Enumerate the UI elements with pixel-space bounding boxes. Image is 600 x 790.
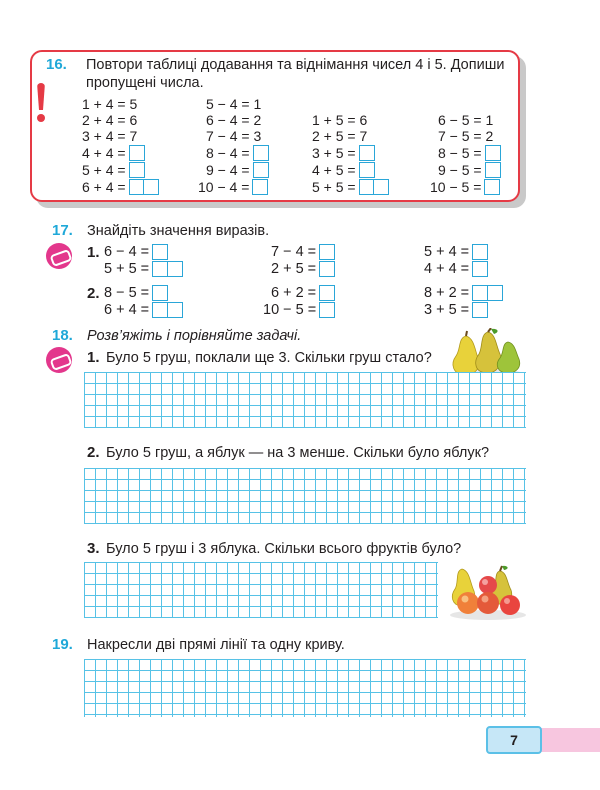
- answer-box[interactable]: [253, 162, 269, 178]
- task16-eq: 9 − 5 =: [438, 162, 501, 178]
- task16-eq: 1 + 4 = 5: [82, 96, 138, 112]
- pair-work-icon: [46, 347, 72, 373]
- answer-box[interactable]: [129, 162, 145, 178]
- task17-part2-label: 2.: [87, 285, 100, 302]
- task17-part1-label: 1.: [87, 244, 100, 261]
- task18-p3-text: Було 5 груш і 3 яблука. Скільки всього фруктів було?: [106, 541, 462, 557]
- answer-box[interactable]: [319, 261, 335, 277]
- task17-eq: 5 + 5 =: [104, 261, 183, 277]
- task18-p2-label: 2.: [87, 444, 100, 461]
- task17-eq: 6 + 4 =: [104, 302, 183, 318]
- task17-number: 17.: [52, 222, 73, 239]
- task16-eq: 7 − 5 = 2: [438, 128, 494, 144]
- task16-eq: 6 − 4 = 2: [206, 112, 262, 128]
- task17-eq: 10 − 5 =: [263, 302, 335, 318]
- task16-eq: 9 − 4 =: [206, 162, 269, 178]
- task16-eq: 5 + 5 =: [312, 179, 389, 195]
- task16-eq: 4 + 5 =: [312, 162, 375, 178]
- task16-eq: 3 + 5 =: [312, 145, 375, 161]
- answer-box[interactable]: [472, 302, 488, 318]
- task16-eq: 6 + 4 =: [82, 179, 159, 195]
- task17-eq: 7 − 4 =: [271, 244, 335, 260]
- task19-number: 19.: [52, 636, 73, 653]
- task16-eq: 6 − 5 = 1: [438, 112, 494, 128]
- task18-p1-text: Було 5 груш, поклали ще 3. Скільки груш стало?: [106, 350, 432, 366]
- answer-box[interactable]: [472, 261, 488, 277]
- task16-text-line2: пропущені числа.: [86, 75, 204, 91]
- answer-box[interactable]: [472, 244, 488, 260]
- answer-box[interactable]: [167, 261, 183, 277]
- task18-p1-answer-grid[interactable]: [84, 372, 526, 428]
- fruits-illustration: [448, 563, 528, 621]
- task18-p1-label: 1.: [87, 349, 100, 366]
- task17-eq: 5 + 4 =: [424, 244, 488, 260]
- task17-eq: 8 + 2 =: [424, 285, 503, 301]
- answer-box[interactable]: [152, 285, 168, 301]
- answer-box[interactable]: [485, 162, 501, 178]
- task16-eq: 3 + 4 = 7: [82, 128, 138, 144]
- answer-box[interactable]: [167, 302, 183, 318]
- task17-eq: 3 + 5 =: [424, 302, 488, 318]
- answer-box[interactable]: [319, 302, 335, 318]
- task16-eq: 1 + 5 = 6: [312, 112, 368, 128]
- answer-box[interactable]: [484, 179, 500, 195]
- answer-box[interactable]: [143, 179, 159, 195]
- pair-work-icon: [46, 243, 72, 269]
- task19-text: Накресли дві прямі лінії та одну криву.: [87, 637, 345, 653]
- answer-box[interactable]: [487, 285, 503, 301]
- task18-p3-answer-grid[interactable]: [84, 562, 438, 618]
- task18-number: 18.: [52, 327, 73, 344]
- task17-eq: 2 + 5 =: [271, 261, 335, 277]
- task16-eq: 10 − 5 =: [430, 179, 500, 195]
- answer-box[interactable]: [373, 179, 389, 195]
- task16-number: 16.: [46, 56, 67, 73]
- answer-box[interactable]: [129, 145, 145, 161]
- task16-eq: 4 + 4 =: [82, 145, 145, 161]
- task17-eq: 8 − 5 =: [104, 285, 168, 301]
- task18-p2-text: Було 5 груш, а яблук — на 3 менше. Скільки було яблук?: [106, 445, 490, 461]
- task16-eq: 8 − 4 =: [206, 145, 269, 161]
- task16-eq: 2 + 5 = 7: [312, 128, 368, 144]
- answer-box[interactable]: [359, 145, 375, 161]
- task16-eq: 5 + 4 =: [82, 162, 145, 178]
- task17-eq: 4 + 4 =: [424, 261, 488, 277]
- task16-eq: 7 − 4 = 3: [206, 128, 262, 144]
- exclamation-icon: [36, 83, 48, 117]
- answer-box[interactable]: [252, 179, 268, 195]
- answer-box[interactable]: [319, 285, 335, 301]
- task16-eq: 2 + 4 = 6: [82, 112, 138, 128]
- answer-box[interactable]: [152, 244, 168, 260]
- task16-text-line1: Повтори таблиці додавання та віднімання чисел 4 і 5. Допиши: [86, 57, 505, 73]
- answer-box[interactable]: [253, 145, 269, 161]
- task19-drawing-grid[interactable]: [84, 659, 526, 717]
- task16-eq: 5 − 4 = 1: [206, 96, 262, 112]
- page-number-bar: [540, 728, 600, 752]
- answer-box[interactable]: [359, 162, 375, 178]
- task16-eq: 8 − 5 =: [438, 145, 501, 161]
- task16-eq: 10 − 4 =: [198, 179, 268, 195]
- task17-eq: 6 − 4 =: [104, 244, 168, 260]
- task18-p3-label: 3.: [87, 540, 100, 557]
- page-number: 7: [486, 726, 542, 754]
- task17-text: Знайдіть значення виразів.: [87, 223, 270, 239]
- task17-eq: 6 + 2 =: [271, 285, 335, 301]
- task18-p2-answer-grid[interactable]: [84, 468, 526, 524]
- answer-box[interactable]: [485, 145, 501, 161]
- answer-box[interactable]: [319, 244, 335, 260]
- task18-text: Розв’яжіть і порівняйте задачі.: [87, 328, 302, 344]
